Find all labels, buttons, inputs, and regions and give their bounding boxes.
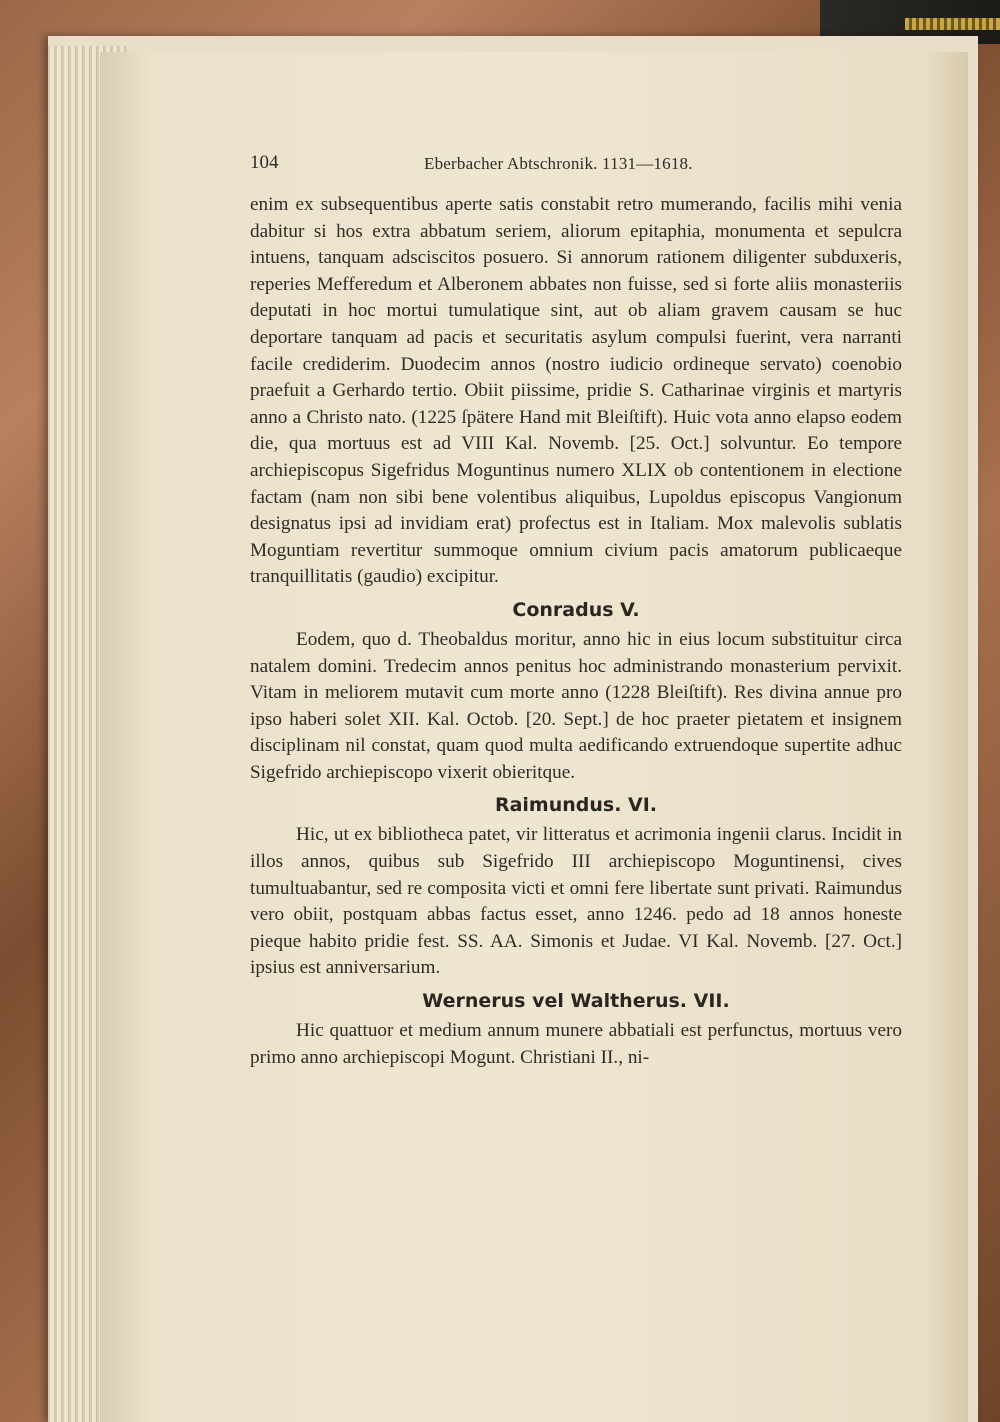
- running-head: [250, 152, 902, 192]
- heading-raimundus: Raimundus. VI.: [494, 794, 658, 817]
- heading-wernerus: Wernerus vel Waltherus. VII.: [422, 990, 730, 1013]
- intro-paragraph: enim ex subsequentibus aperte satis constabit retro mumerando, facilis mihi venia dabitur si hos extra abbatum seriem, aliorum epitaphia, monumenta et sepulcra intuens, tanquam adsciscitos posuero. Si annorum rationem diligenter subduxeris, reperies Mefferedum et Alberonem abbates non fuisse, sed si forte aliis monasteriis deputati in hoc mortui tumulatique sint, aut ob aliam gravem causam se huc deportare tanquam ad pacis et securitatis asylum compulsi fuerint, vera narranti facile crediderim. Duodecim annos (nostro iudicio ordineque servato) coenobio praefuit a Gerhardo tertio. Obiit piissime, pridie S. Catharinae virginis et martyris anno a Christo nato. (1225 ſpätere Hand mit Bleiſtift). Huic vota anno elapso eodem die, qua mortuus est ad VIII Kal. Novemb. [25. Oct.] solvuntur. Eo tempore archiepiscopus Sigefridus Moguntinus numero XLIX ob contentionem in electione factam (nam non sibi bene volentibus aliquibus, Lupoldus episcopus Vangionum designatus ipsi ad invidiam erat) profectus est in Italiam. Mox malevolis sublatis Moguntiam revertitur summoque omnium civium pacis amatorum publicaeque tranquillitatis (gaudio) excipitur.: [250, 194, 902, 588]
- page-content: [250, 140, 902, 1071]
- running-title: Eberbacher Abtschronik. 1131—1618.: [424, 154, 693, 173]
- gilt-edge-decoration: [905, 18, 1000, 30]
- raimundus-paragraph: Hic, ut ex bibliotheca patet, vir litteratus et acrimonia ingenii clarus. Incidit in illos annos, quibus sub Sigefrido III archiepiscopo Moguntinensi, cives tumultuabantur, sed re composita victi et omni fere libertate sunt privati. Raimundus vero obiit, postquam abbas factus esset, anno 1246. pedo ad 18 annos honeste pieque habito pridie fest. SS. AA. Simonis et Judae. VI Kal. Novemb. [27. Oct.] ipsius est anniversarium.: [250, 824, 902, 979]
- heading-conradus: Conradus V.: [512, 598, 640, 621]
- page-number: 104: [250, 152, 279, 173]
- conradus-paragraph: Eodem, quo d. Theobaldus moritur, anno hic in eius locum substituitur circa natalem domini. Tredecim annos penitus hoc administrando monasterium pervixit. Vitam in meliorem mutavit cum morte anno (1228 Bleiſtift). Res divina annue pro ipso haberi solet XII. Kal. Octob. [20. Sept.] de hoc praeter pietatem et insignem disciplinam nil constat, quam quod multa aedificando extruendoque supertite adhuc Sigefrido archiepiscopo vixerit obieritque.: [250, 628, 902, 783]
- wernerus-paragraph: Hic quattuor et medium annum munere abbatiali est perfunctus, mortuus vero primo anno archiepiscopi Mogunt. Christiani II., ni-: [250, 1020, 902, 1068]
